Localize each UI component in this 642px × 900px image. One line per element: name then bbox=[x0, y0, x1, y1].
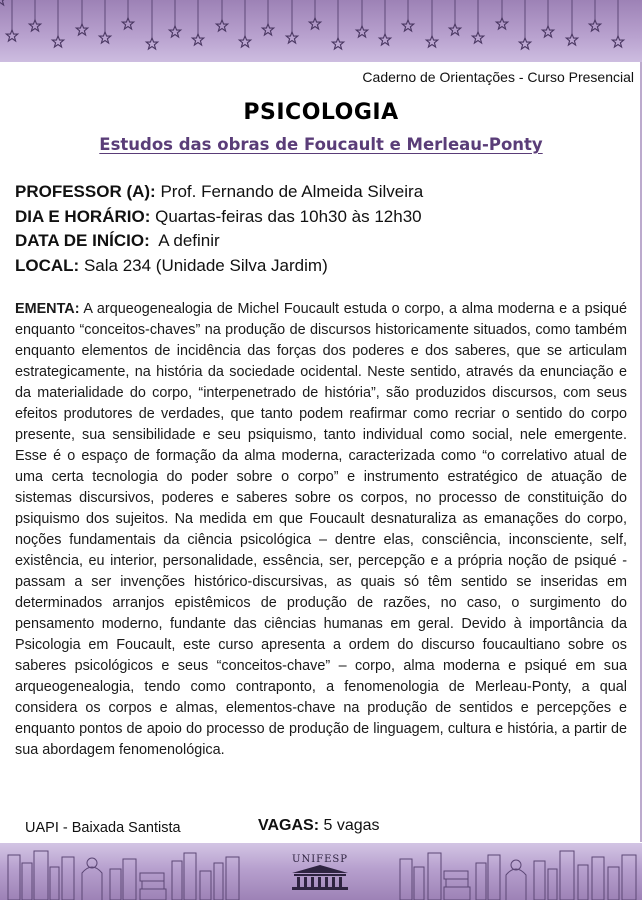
professor-value: Prof. Fernando de Almeida Silveira bbox=[155, 182, 424, 201]
local-line bbox=[15, 254, 423, 279]
data-line bbox=[15, 229, 423, 254]
dia-label: DIA E HORÁRIO: bbox=[15, 206, 151, 226]
building-icon bbox=[290, 865, 350, 891]
dia-line bbox=[15, 205, 423, 230]
unidade-text: UAPI - Baixada Santista bbox=[25, 820, 181, 836]
data-value: A definir bbox=[149, 231, 220, 250]
logo-text: UNIFESP bbox=[292, 854, 348, 865]
page-title: PSICOLOGIA bbox=[243, 100, 399, 125]
vagas-value: 5 vagas bbox=[319, 817, 380, 834]
dia-value: Quartas-feiras das 10h30 às 12h30 bbox=[150, 206, 422, 226]
vagas-line bbox=[258, 817, 380, 835]
professor-label: PROFESSOR (A): bbox=[15, 182, 156, 201]
local-value: Sala 234 (Unidade Silva Jardim) bbox=[79, 255, 328, 275]
local-label: LOCAL: bbox=[15, 255, 80, 275]
data-label: DATA DE INÍCIO: bbox=[15, 231, 150, 250]
ementa-text: A arqueogenealogia de Michel Foucault estuda o corpo, a alma moderna e a psiqué enquanto “conceitos-chaves” na produção de discursos historicamente situados, como também enquanto elementos de incidência das forças dos poderes e dos saberes, que se articulam estrategicamente, na história da sociedade ocidental. Neste sentido, através da enunciação e da materialidade do corpo, “interpenetrado de história”, são produzidos discursos, com seus efeitos produtores de verdades, que tanto podem reafirmar como recriar o sentido do corpo presente, sua sensibilidade e seu psiquismo, tanto individual como social, nele emergente. Esse é o espaço de formação da alma moderna, caracterizada como “o correlativo atual de uma certa tecnologia do poder sobre o corpo” e instrumento estratégico de atuação de sistemas discursivos, poderes e saberes sobre os corpos, no processo de constituição do psiquismo dos sujeitos. Na medida em que Foucault desnaturaliza as emanações do corpo, noções fundamentais da ciência psicológica – dentre elas, consciência, inconsciente, self, existência, eu interior, personalidade, essência, ser, percepção e a própria noção de psiqué - passam a ser invenções histórico-discursivas, as quais só têm sentido se inseridas em determinados arranjos epistêmicos de produção de razões, no caso, o surgimento do pensamento moderno, fundante das ciências humanas em geral. Devido à importância da Psicologia em Foucault, este curso apresenta a ordem do discurso foucaultiano sobre os saberes psicológicos e seus “conceitos-chave” – corpo, alma moderna e psiqué em sua arqueogenealogia, tendo como contraponto, a fenomenologia de Merleau-Ponty, a qual considera os corpos e almas, elementos-chave na produção de sentidos e percepções e enquanto pontos de apoio do processo de produção de linguagem, cultura e história, a partir de sua abordagem fenomenológica. bbox=[15, 301, 627, 758]
ementa-paragraph bbox=[15, 299, 627, 761]
professor-line bbox=[15, 180, 423, 205]
vagas-label: VAGAS: bbox=[258, 817, 320, 834]
header-caderno-text: Caderno de Orientações - Curso Presencial bbox=[362, 69, 634, 85]
unifesp-logo bbox=[280, 852, 360, 898]
course-info-block bbox=[15, 180, 423, 278]
top-decorative-banner bbox=[0, 0, 642, 62]
hanging-stars-icon bbox=[0, 0, 642, 62]
page-subtitle: Estudos das obras de Foucault e Merleau-Ponty bbox=[99, 135, 543, 154]
ementa-label: EMENTA: bbox=[15, 301, 80, 317]
